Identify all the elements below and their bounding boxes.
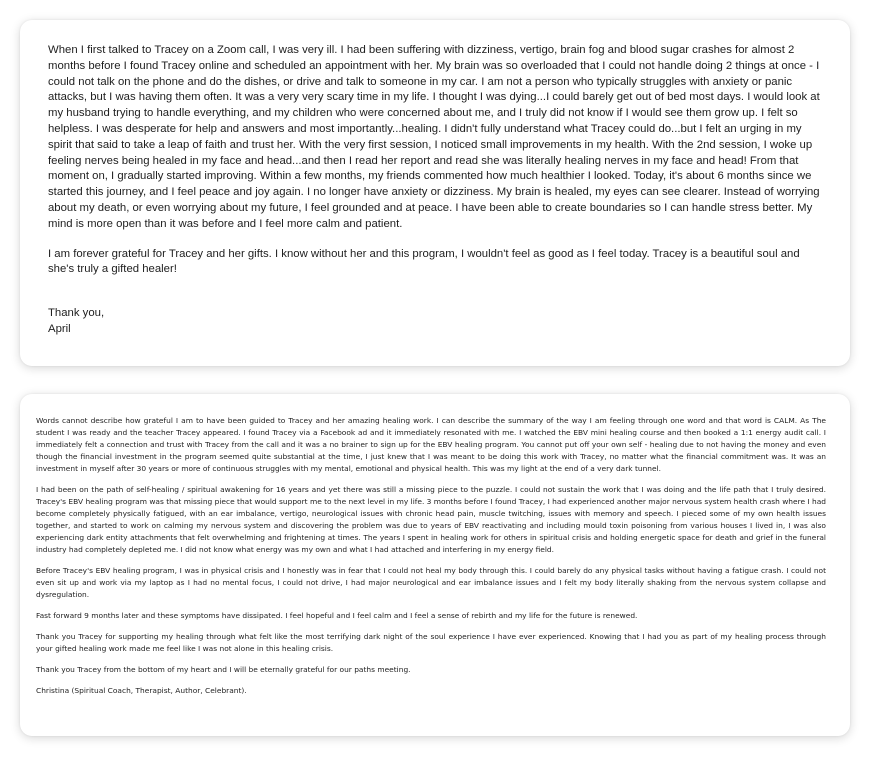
signoff-greeting: Thank you, — [48, 307, 105, 320]
testimonial-paragraph: Words cannot describe how grateful I am to have been guided to Tracey and her amazing healing work. I can describe the summary of the way I am feeling through one word and that word is CALM. As The student I was ready and the teacher Tracey appeared. I found Tracey via a Facebook ad and it immediately resonated with me. I watched the EBV mini healing course and then booked a 1:1 energy audit call. I immediately felt a connection and trust with Tracey from the call and it was a no brainer to sign up for the EBV healing program. You cannot put off your own self - healing due to not having the money and even though the financial investment in the program seemed quite substantial at the time, I just knew that I was meant to be doing this work with Tracey, no matter what the financial commitment was. It was an investment in myself after 30 years or more of continuous struggles with my mental, emotional and physical health. This was my light at the end of a very dark tunnel. — [36, 416, 826, 473]
testimonial-paragraph: When I first talked to Tracey on a Zoom call, I was very ill. I had been suffering with dizziness, vertigo, brain fog and blood sugar crashes for almost 2 months before I found Tracey online and scheduled an appointment with her. My brain was so overloaded that I could not handle doing 2 things at once - I could not talk on the phone and do the dishes, or drive and talk to someone in my car. I am not a person who typically struggles with anxiety or panic attacks, but I was having them often. It was a very very scary time in my life. I thought I was dying...I could barely get out of bed most days. I would look at my husband trying to handle everything, and my children who were concerned about me, and I truly did not know if I would see them grow up. I felt so helpless. I was desperate for help and answers and most importantly...healing. I didn't fully understand what Tracey could do...but I felt an urging in my spirit that said to take a leap of faith and trust her. With the very first session, I noticed small improvements in my health. With the 2nd session, I woke up feeling nerves being healed in my face and head...and then I read her report and read she was literally healing nerves in my face and head! From that moment on, I gradually started improving. Within a few months, my friends commented how much healthier I looked. Today, it's about 6 months since we started this journey, and I feel peace and joy again. I no longer have anxiety or dizziness. My brain is healed, my eyes can see clearer. Instead of worrying about my death, or even worrying about my future, I feel grounded and at peace. I have been able to create boundaries so I can handle stress better. My mind is more open than it was before and I feel more calm and patient. — [48, 44, 820, 230]
testimonial-paragraph: Fast forward 9 months later and these symptoms have dissipated. I feel hopeful and I feel calm and I feel a sense of rebirth and my life for the future is renewed. — [36, 611, 638, 620]
testimonial-author: Christina (Spiritual Coach, Therapist, Author, Celebrant). — [36, 686, 247, 695]
testimonial-paragraph: Thank you Tracey from the bottom of my heart and I will be eternally grateful for our paths meeting. — [36, 665, 411, 674]
signoff-author: April — [48, 322, 71, 335]
testimonial-card-april — [20, 20, 850, 366]
testimonial-paragraph: I am forever grateful for Tracey and her gifts. I know without her and this program, I wouldn't feel as good as I feel today. Tracey is a beautiful soul and she's truly a gifted healer! — [48, 247, 800, 276]
testimonial-paragraph: Before Tracey's EBV healing program, I was in physical crisis and I honestly was in fear that I could not heal my body through this. I could barely do any physical tasks without having a fatigue crash. I could not even sit up and work via my laptop as I had no mental focus, I could not drive, I had major neurological and ear imbalance issues and I felt my body literally shaking from the nervous system collapse and dysregulation. — [36, 566, 826, 599]
testimonial-paragraph: Thank you Tracey for supporting my healing through what felt like the most terrifying dark night of the soul experience I have ever experienced. Knowing that I had you as part of my healing process through your gifted healing work made me feel like I was not alone in this healing crisis. — [36, 632, 826, 653]
testimonial-paragraph: I had been on the path of self-healing / spiritual awakening for 16 years and yet there was still a missing piece to the puzzle. I could not sustain the work that I was doing and the life path that I truly desired. Tracey's EBV healing program was that missing piece that would support me to the next level in my life. 3 months before I found Tracey, I had experienced another major nervous system health crash where I had become completely physically fatigued, with an ear imbalance, vertigo, neurological issues with chronic head pain, muscle twitching, issues with memory and speech. I pieced some of my own health issues together, and started to work on calming my nervous system and discovering the problem was due to years of EBV reactivating and including mould toxin poisoning from various houses I lived in, I was also experiencing dark entity attachments that felt overwhelming and frightening at times. The years I spent in healing work for others in spiritual crisis and holding energetic space for death and grief in the funeral industry had completely depleted me. I did not know what energy was my own and what I had attached and interfering in my energy field. — [36, 485, 826, 554]
testimonial-card-christina — [20, 394, 850, 736]
testimonial-signoff — [48, 306, 824, 338]
